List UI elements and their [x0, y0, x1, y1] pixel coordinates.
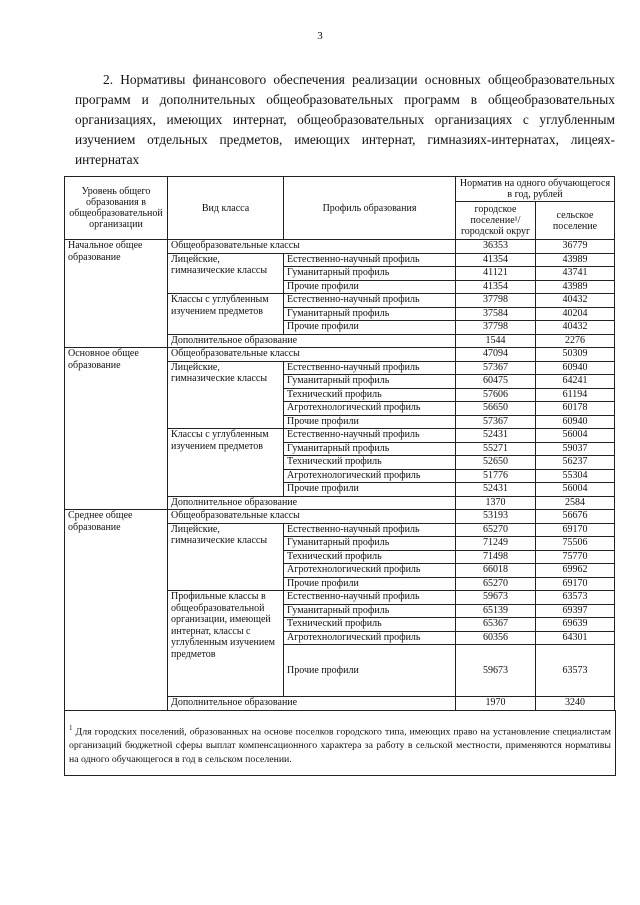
row-label: Гуманитарный профиль: [284, 604, 456, 618]
value-rural: 56004: [536, 429, 615, 443]
row-label: Прочие профили: [284, 280, 456, 294]
class-type-lyceum: Лицейские, гимназические классы: [168, 523, 284, 591]
class-type-lyceum: Лицейские, гимназические классы: [168, 253, 284, 294]
row-label: Гуманитарный профиль: [284, 442, 456, 456]
value-rural: 69962: [536, 564, 615, 578]
value-rural: 64241: [536, 375, 615, 389]
value-urban: 60356: [456, 631, 536, 645]
value-urban: 37798: [456, 294, 536, 308]
value-urban: 1544: [456, 334, 536, 348]
table-row: [65, 348, 615, 362]
value-urban: 52431: [456, 429, 536, 443]
value-rural: 40204: [536, 307, 615, 321]
row-label: Гуманитарный профиль: [284, 307, 456, 321]
value-rural: 69170: [536, 577, 615, 591]
value-urban: 71498: [456, 550, 536, 564]
header-profile: Профиль образования: [284, 177, 456, 240]
value-urban: 37798: [456, 321, 536, 335]
row-label: Общеобразовательные классы: [168, 510, 456, 524]
funding-norms-table: [64, 176, 615, 711]
row-label: Прочие профили: [284, 321, 456, 335]
class-type-advanced: Классы с углубленным изучением предметов: [168, 294, 284, 335]
value-rural: 36779: [536, 240, 615, 254]
page-number: 3: [317, 30, 323, 42]
value-urban: 36353: [456, 240, 536, 254]
row-label: Технический профиль: [284, 456, 456, 470]
value-urban: 55271: [456, 442, 536, 456]
value-rural: 60940: [536, 415, 615, 429]
value-rural: 3240: [536, 697, 615, 711]
row-label: Агротехнологический профиль: [284, 631, 456, 645]
level-basic: Основное общее образование: [65, 348, 168, 510]
row-label: Дополнительное образование: [168, 697, 456, 711]
section-heading-text: 2. Нормативы финансового обеспечения реализации основных общеобразовательных программ и дополнительных общеобразовательных программ в общеобразовательных организациях, имеющих интернат, общеобразовательных организациях с углубленным изучением отдельных предметов, имеющих интернат, гимназиях-интернатах, лицеях-интернатах: [75, 72, 615, 167]
level-secondary: Среднее общее образование: [65, 510, 168, 711]
value-urban: 66018: [456, 564, 536, 578]
row-label: Технический профиль: [284, 388, 456, 402]
value-urban: 60475: [456, 375, 536, 389]
value-urban: 65139: [456, 604, 536, 618]
value-urban: 47094: [456, 348, 536, 362]
value-rural: 56237: [536, 456, 615, 470]
section-heading: [75, 70, 615, 170]
row-label: Гуманитарный профиль: [284, 375, 456, 389]
value-rural: 50309: [536, 348, 615, 362]
value-urban: 57367: [456, 415, 536, 429]
row-label: Гуманитарный профиль: [284, 537, 456, 551]
row-label: Прочие профили: [284, 577, 456, 591]
value-urban: 59673: [456, 645, 536, 697]
level-primary: Начальное общее образование: [65, 240, 168, 348]
value-rural: 56676: [536, 510, 615, 524]
row-label: Дополнительное образование: [168, 334, 456, 348]
value-urban: 52431: [456, 483, 536, 497]
value-urban: 1370: [456, 496, 536, 510]
value-rural: 56004: [536, 483, 615, 497]
footnote-text: Для городских поселений, образованных на основе поселков городского типа, имеющих право на установление специалистам организаций бюджетной сферы выплат компенсационного характера за работу в сельской местности, применяются нормативы на одного обучающегося в год в сельском поселении.: [69, 726, 612, 766]
row-label: Прочие профили: [284, 645, 456, 697]
value-rural: 55304: [536, 469, 615, 483]
table-row: [65, 240, 615, 254]
value-rural: 64301: [536, 631, 615, 645]
value-rural: 59037: [536, 442, 615, 456]
footnote-mark: 1: [69, 724, 73, 732]
value-urban: 65270: [456, 523, 536, 537]
row-label: Естественно-научный профиль: [284, 591, 456, 605]
row-label: Естественно-научный профиль: [284, 253, 456, 267]
value-rural: 60178: [536, 402, 615, 416]
row-label: Технический профиль: [284, 550, 456, 564]
value-urban: 57367: [456, 361, 536, 375]
value-urban: 51776: [456, 469, 536, 483]
row-label: Агротехнологический профиль: [284, 402, 456, 416]
value-rural: 69397: [536, 604, 615, 618]
value-urban: 59673: [456, 591, 536, 605]
row-label: Прочие профили: [284, 415, 456, 429]
row-label: Агротехнологический профиль: [284, 564, 456, 578]
header-rural: сельское поселение: [536, 202, 615, 240]
row-label: Естественно-научный профиль: [284, 523, 456, 537]
value-rural: 40432: [536, 294, 615, 308]
row-label: Прочие профили: [284, 483, 456, 497]
row-label: Естественно-научный профиль: [284, 429, 456, 443]
header-urban: городское поселение¹/ городской округ: [456, 202, 536, 240]
value-urban: 52650: [456, 456, 536, 470]
value-urban: 41354: [456, 253, 536, 267]
row-label: Гуманитарный профиль: [284, 267, 456, 281]
value-rural: 2584: [536, 496, 615, 510]
value-rural: 43741: [536, 267, 615, 281]
row-label: Технический профиль: [284, 618, 456, 632]
value-rural: 69639: [536, 618, 615, 632]
class-type-profile: Профильные классы в общеобразовательной организации, имеющей интернат, классы с углубленным изучением предметов: [168, 591, 284, 697]
value-rural: 75506: [536, 537, 615, 551]
header-norm: Норматив на одного обучающегося в год, рублей: [456, 177, 615, 202]
value-urban: 65367: [456, 618, 536, 632]
row-label: Дополнительное образование: [168, 496, 456, 510]
value-urban: 1970: [456, 697, 536, 711]
value-rural: 43989: [536, 280, 615, 294]
class-type-lyceum: Лицейские, гимназические классы: [168, 361, 284, 429]
value-urban: 57606: [456, 388, 536, 402]
row-label: Общеобразовательные классы: [168, 240, 456, 254]
value-rural: 63573: [536, 591, 615, 605]
footnote: [64, 710, 616, 776]
value-urban: 37584: [456, 307, 536, 321]
value-urban: 71249: [456, 537, 536, 551]
value-rural: 43989: [536, 253, 615, 267]
row-label: Общеобразовательные классы: [168, 348, 456, 362]
value-urban: 53193: [456, 510, 536, 524]
value-urban: 65270: [456, 577, 536, 591]
value-rural: 60940: [536, 361, 615, 375]
header-level: Уровень общего образования в общеобразовательной организации: [65, 177, 168, 240]
value-rural: 63573: [536, 645, 615, 697]
value-rural: 40432: [536, 321, 615, 335]
table-row: [65, 510, 615, 524]
value-urban: 41121: [456, 267, 536, 281]
value-rural: 69170: [536, 523, 615, 537]
value-urban: 56650: [456, 402, 536, 416]
value-rural: 2276: [536, 334, 615, 348]
value-rural: 61194: [536, 388, 615, 402]
row-label: Агротехнологический профиль: [284, 469, 456, 483]
row-label: Естественно-научный профиль: [284, 294, 456, 308]
value-rural: 75770: [536, 550, 615, 564]
value-urban: 41354: [456, 280, 536, 294]
class-type-advanced: Классы с углубленным изучением предметов: [168, 429, 284, 497]
row-label: Естественно-научный профиль: [284, 361, 456, 375]
header-class-type: Вид класса: [168, 177, 284, 240]
